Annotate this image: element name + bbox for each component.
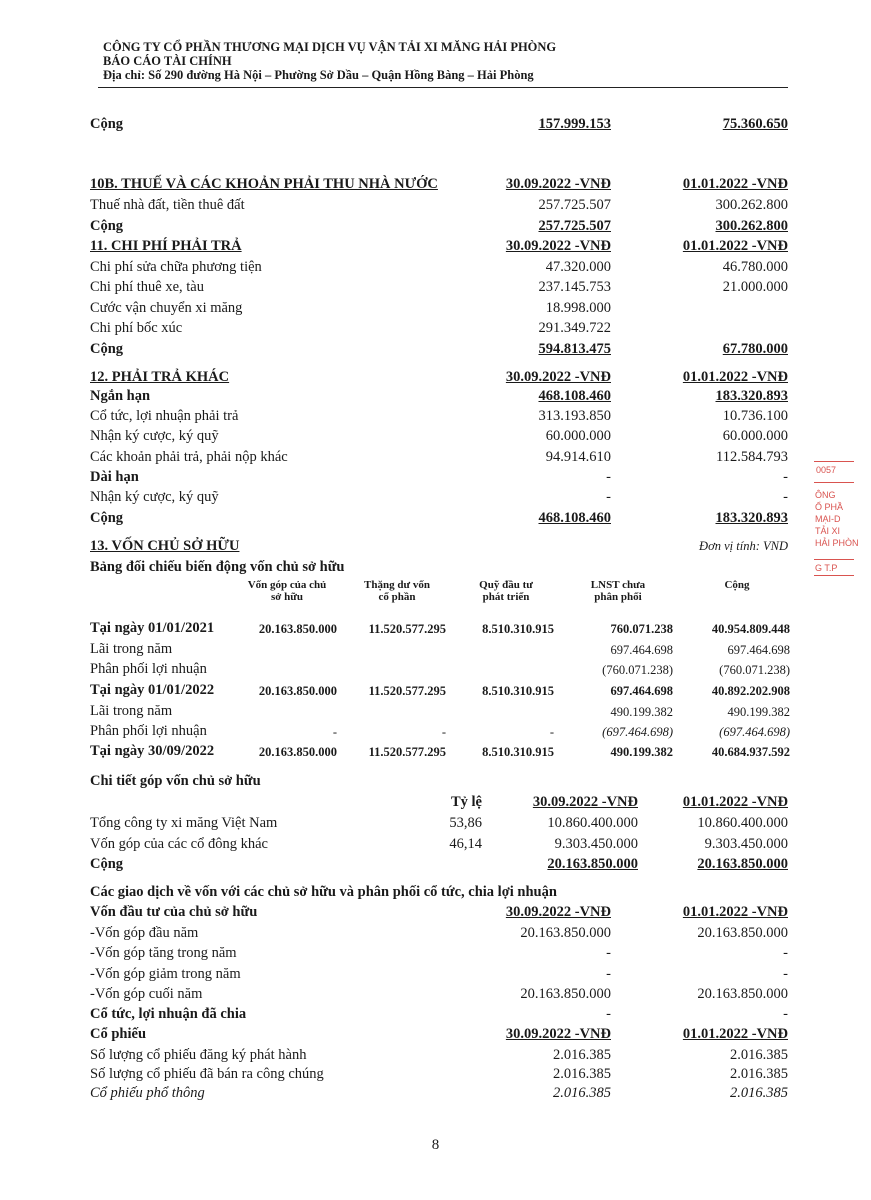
equity-cell: 11.520.577.295 — [368, 684, 446, 698]
row-value: 313.193.850 — [538, 408, 611, 424]
column-header: 01.01.2022 -VNĐ — [682, 176, 788, 192]
row-value: 60.000.000 — [545, 428, 611, 445]
row-value: 46.780.000 — [722, 259, 788, 275]
row-label: Tổng công ty xi măng Việt Nam — [90, 815, 278, 831]
column-header: 30.09.2022 -VNĐ — [505, 238, 611, 254]
row-value: 10.860.400.000 — [547, 815, 638, 831]
total-value: 157.999.153 — [538, 116, 611, 132]
section-title: 13. VỐN CHỦ SỞ HỮU — [90, 538, 240, 554]
total-value: 75.360.650 — [722, 116, 788, 132]
row-value: - — [606, 965, 611, 982]
total-value: 468.108.460 — [538, 510, 611, 526]
equity-cell: 40.892.202.908 — [711, 684, 790, 698]
equity-cell: 8.510.310.915 — [482, 745, 554, 759]
row-label: -Vốn góp cuối năm — [90, 986, 203, 1003]
company-name: CÔNG TY CỔ PHẦN THƯƠNG MẠI DỊCH VỤ VẬN TẢI XI MĂNG HẢI PHÒNG — [103, 40, 557, 54]
column-header: 30.09.2022 -VNĐ — [532, 794, 638, 810]
row-value: 10.860.400.000 — [697, 815, 788, 831]
row-value: 183.320.893 — [715, 388, 788, 404]
row-label: Cước vận chuyển xi măng — [90, 299, 243, 316]
row-value: 2.016.385 — [730, 1047, 788, 1063]
unit-label: Đơn vị tính: VND — [699, 539, 788, 553]
equity-cell: 760.071.238 — [610, 622, 673, 636]
row-label: Chi phí bốc xúc — [90, 319, 183, 336]
row-value: 112.584.793 — [716, 448, 788, 465]
row-value: 53,86 — [449, 815, 482, 831]
row-label: Dài hạn — [90, 469, 139, 485]
equity-cell: 11.520.577.295 — [368, 745, 446, 759]
row-value: 20.163.850.000 — [697, 986, 788, 1003]
equity-cell: 697.464.698 — [610, 684, 673, 698]
column-header: 30.09.2022 -VNĐ — [505, 1026, 611, 1042]
row-value: - — [606, 1006, 611, 1022]
equity-cell: 697.464.698 — [727, 643, 790, 657]
equity-cell: - — [441, 725, 446, 739]
equity-cell: (760.071.238) — [602, 663, 673, 677]
row-value: - — [606, 489, 611, 505]
total-value: 300.262.800 — [715, 218, 788, 234]
table-title: Các giao dịch về vốn với các chủ sở hữu và phân phối cổ tức, chia lợi nhuận — [90, 884, 557, 900]
row-value: - — [783, 945, 788, 962]
row-label: Chi phí thuê xe, tàu — [90, 279, 204, 296]
page-number: 8 — [431, 1137, 440, 1153]
row-label: Chi phí sửa chữa phương tiện — [90, 259, 262, 275]
row-label: Cổ tức, lợi nhuận phải trả — [90, 408, 239, 424]
equity-cell: 20.163.850.000 — [258, 622, 337, 636]
header-divider — [98, 87, 788, 88]
total-label: Cộng — [90, 116, 124, 132]
row-label: Số lượng cổ phiếu đăng ký phát hành — [90, 1047, 307, 1063]
equity-cell: (760.071.238) — [719, 663, 790, 677]
row-value: 2.016.385 — [553, 1066, 611, 1082]
row-value: 21.000.000 — [722, 279, 788, 296]
equity-cell: 40.684.937.592 — [711, 745, 790, 759]
row-value: 18.998.000 — [545, 299, 611, 316]
row-value: - — [783, 489, 788, 505]
row-value: - — [606, 945, 611, 962]
total-label: Cộng — [90, 218, 124, 234]
equity-cell: 8.510.310.915 — [482, 622, 554, 636]
section-title: 11. CHI PHÍ PHẢI TRẢ — [90, 238, 242, 254]
table-title: Chi tiết góp vốn chủ sở hữu — [90, 773, 261, 789]
row-label: Nhận ký cược, ký quỹ — [90, 428, 219, 445]
equity-row-label: Phân phối lợi nhuận — [90, 723, 207, 739]
equity-cell: 490.199.382 — [610, 705, 673, 719]
column-header: 01.01.2022 -VNĐ — [682, 794, 788, 810]
row-label: Cổ phiếu — [90, 1026, 147, 1042]
equity-cell: 20.163.850.000 — [258, 745, 337, 759]
row-value: 20.163.850.000 — [520, 925, 611, 941]
column-header: 01.01.2022 -VNĐ — [682, 238, 788, 254]
row-value: - — [783, 1006, 788, 1022]
row-label: -Vốn góp đầu năm — [90, 925, 199, 941]
equity-row-label: Tại ngày 01/01/2021 — [90, 620, 215, 636]
equity-cell: - — [549, 725, 554, 739]
column-header: 01.01.2022 -VNĐ — [682, 369, 788, 385]
row-label: -Vốn góp tăng trong năm — [90, 945, 237, 962]
equity-cell: 697.464.698 — [610, 643, 673, 657]
row-value: 9.303.450.000 — [554, 835, 638, 852]
row-value: 20.163.850.000 — [697, 925, 788, 941]
equity-column-header: Vốn góp của chủ sở hữu — [247, 579, 327, 603]
total-label: Cộng — [90, 341, 124, 357]
row-value: 2.016.385 — [553, 1047, 611, 1063]
row-label: -Vốn góp giảm trong năm — [90, 965, 241, 982]
equity-cell: (697.464.698) — [719, 725, 790, 739]
row-value: 2.016.385 — [730, 1085, 788, 1101]
column-header: 30.09.2022 -VNĐ — [505, 176, 611, 192]
equity-column-header: Quỹ đầu tư phát triển — [479, 579, 533, 603]
equity-row-label: Tại ngày 01/01/2022 — [90, 682, 215, 698]
equity-row-label: Tại ngày 30/09/2022 — [90, 743, 215, 759]
row-label: Cổ tức, lợi nhuận đã chia — [90, 1006, 247, 1022]
row-value: - — [783, 965, 788, 982]
row-label: Ngắn hạn — [90, 388, 151, 404]
row-value: 47.320.000 — [545, 259, 611, 275]
row-value: 10.736.100 — [722, 408, 788, 424]
equity-cell: 40.954.809.448 — [711, 622, 790, 636]
total-value: 67.780.000 — [722, 341, 788, 357]
row-label: Nhận ký cược, ký quỹ — [90, 489, 219, 505]
equity-column-header: LNST chưa phân phối — [590, 579, 646, 603]
total-value: 183.320.893 — [715, 510, 788, 526]
total-value: 20.163.850.000 — [547, 856, 638, 872]
row-label: Cổ phiếu phổ thông — [90, 1085, 205, 1101]
section-title: 12. PHẢI TRẢ KHÁC — [90, 369, 230, 385]
equity-column-header: Cộng — [724, 579, 750, 591]
column-header: 01.01.2022 -VNĐ — [682, 1026, 788, 1042]
total-value: 20.163.850.000 — [697, 856, 788, 872]
column-header: 01.01.2022 -VNĐ — [682, 904, 788, 920]
section-title: 10B. THUẾ VÀ CÁC KHOẢN PHẢI THU NHÀ NƯỚC — [90, 176, 438, 192]
column-header: 30.09.2022 -VNĐ — [505, 369, 611, 385]
table-title: Bảng đối chiếu biến động vốn chủ sở hữu — [90, 559, 345, 575]
row-value: 2.016.385 — [730, 1066, 788, 1082]
row-value: 94.914.610 — [545, 448, 611, 465]
row-label: Thuế nhà đất, tiền thuê đất — [90, 197, 245, 213]
row-value: 300.262.800 — [715, 197, 788, 213]
row-value: 60.000.000 — [722, 428, 788, 445]
row-value: 46,14 — [449, 835, 482, 852]
equity-cell: 20.163.850.000 — [258, 684, 337, 698]
equity-cell: 490.199.382 — [727, 705, 790, 719]
row-value: 2.016.385 — [553, 1085, 611, 1101]
row-value: - — [783, 469, 788, 485]
equity-cell: (697.464.698) — [602, 725, 673, 739]
equity-column-header: Thặng dư vốn cổ phần — [364, 579, 430, 603]
column-header: Tỷ lệ — [450, 794, 482, 810]
row-value: - — [606, 469, 611, 485]
equity-row-label: Lãi trong năm — [90, 641, 173, 657]
report-title: BÁO CÁO TÀI CHÍNH — [103, 54, 232, 68]
equity-cell: 490.199.382 — [610, 745, 673, 759]
row-value: 237.145.753 — [538, 279, 611, 296]
row-value: 9.303.450.000 — [704, 835, 788, 852]
total-value: 257.725.507 — [538, 218, 611, 234]
total-value: 594.813.475 — [538, 341, 611, 357]
equity-cell: - — [332, 725, 337, 739]
column-header: 30.09.2022 -VNĐ — [505, 904, 611, 920]
row-label: Số lượng cổ phiếu đã bán ra công chúng — [90, 1066, 324, 1082]
company-seal-stamp: 0057 ÔNG Ổ PHẦ MẠI-D TẢI XI HẢI PHÒN G T.P — [812, 455, 871, 615]
total-label: Cộng — [90, 510, 124, 526]
company-address: Địa chỉ: Số 290 đường Hà Nội – Phường Sở Dầu – Quận Hồng Bàng – Hải Phòng — [103, 68, 534, 82]
row-value: 291.349.722 — [538, 319, 611, 336]
equity-row-label: Lãi trong năm — [90, 703, 173, 719]
row-label: Vốn góp của các cổ đông khác — [90, 835, 268, 852]
row-value: 257.725.507 — [538, 197, 611, 213]
row-value: 20.163.850.000 — [520, 986, 611, 1003]
row-value: 468.108.460 — [538, 388, 611, 404]
equity-cell: 11.520.577.295 — [368, 622, 446, 636]
equity-row-label: Phân phối lợi nhuận — [90, 661, 207, 677]
row-label: Các khoản phải trả, phải nộp khác — [90, 448, 288, 465]
row-label: Vốn đầu tư của chủ sở hữu — [90, 904, 258, 920]
total-label: Cộng — [90, 856, 124, 872]
equity-cell: 8.510.310.915 — [482, 684, 554, 698]
